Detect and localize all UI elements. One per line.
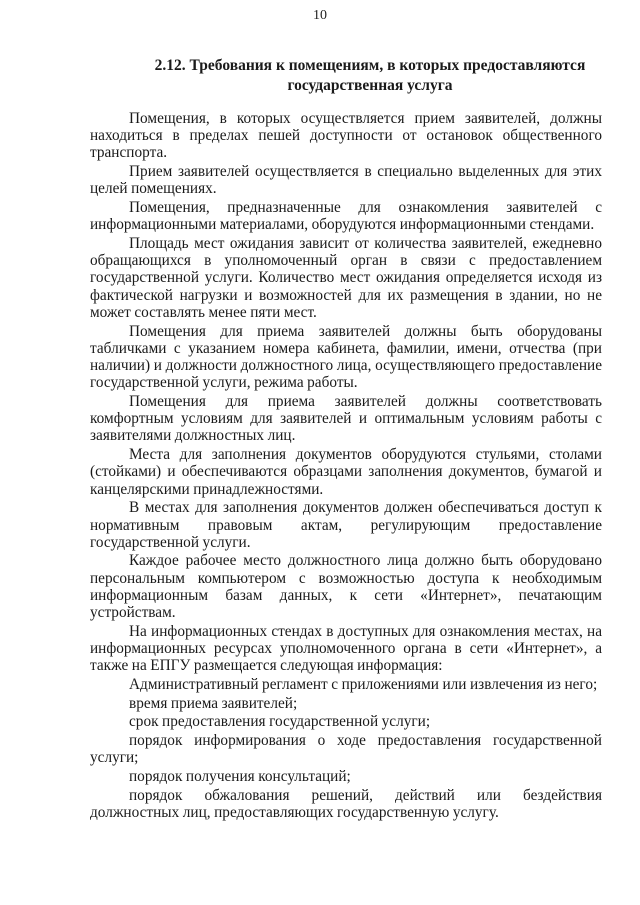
section-title: 2.12. Требования к помещениям, в которых предоставляются государственная услуга — [154, 57, 586, 94]
list-item: Административный регламент с приложениями или извлечения из него; — [129, 675, 598, 693]
paragraph: В местах для заполнения документов должен обеспечиваться доступ к нормативным правовым актам, регулирующим предоставление государственной услуги. — [90, 499, 602, 551]
list-item: порядок получения консультаций; — [129, 768, 351, 786]
list-item: порядок информирования о ходе предоставления государственной услуги; — [90, 732, 602, 767]
paragraph: Помещения для приема заявителей должны соответствовать комфортным условиям для заявителей и оптимальным условиям работы с заявителями должностных лиц. — [90, 392, 602, 445]
paragraph: Помещения, предназначенные для ознакомления заявителей с информационными материалами, оборудуются информационными стендами. — [90, 199, 602, 234]
paragraph: Места для заполнения документов оборудуются стульями, столами (стойками) и обеспечиваются образцами заполнения документов, бумагой и канцелярскими принадлежностями. — [90, 446, 602, 498]
paragraph: На информационных стендах в доступных для ознакомления местах, на информационных ресурсах уполномоченного органа в сети «Интернет», а также на ЕПГУ размещается следующая информация: — [90, 622, 602, 675]
list-item: срок предоставления государственной услуги; — [129, 713, 431, 731]
paragraph: Помещения, в которых осуществляется прием заявителей, должны находиться в пределах пешей доступности от остановок общественного транспорта. — [90, 110, 602, 162]
page-number: 10 — [313, 8, 327, 23]
paragraph: Помещения для приема заявителей должны быть оборудованы табличками с указанием номера кабинета, фамилии, имени, отчества (при наличии) и должности должностного лица, осуществляющего предоставление государственной услуги, режима работы. — [90, 322, 602, 392]
paragraph: Каждое рабочее место должностного лица должно быть оборудовано персональным компьютером с возможностью доступа к необходимым информационным базам данных, к сети «Интернет», печатающим устройствам. — [90, 552, 602, 622]
list-item: время приема заявителей; — [129, 694, 298, 712]
paragraph: Прием заявителей осуществляется в специально выделенных для этих целей помещениях. — [90, 163, 602, 198]
list-item: порядок обжалования решений, действий или бездействия должностных лиц, предоставляющих государственную услугу. — [90, 786, 602, 822]
body-text — [90, 110, 602, 823]
paragraph: Площадь мест ожидания зависит от количества заявителей, ежедневно обращающихся в уполномоченный орган в связи с предоставлением государственной услуги. Количество мест ожидания определяется исходя из фактической нагрузки и возможностей для их размещения в здании, но не может составлять менее пяти мест. — [90, 235, 602, 321]
